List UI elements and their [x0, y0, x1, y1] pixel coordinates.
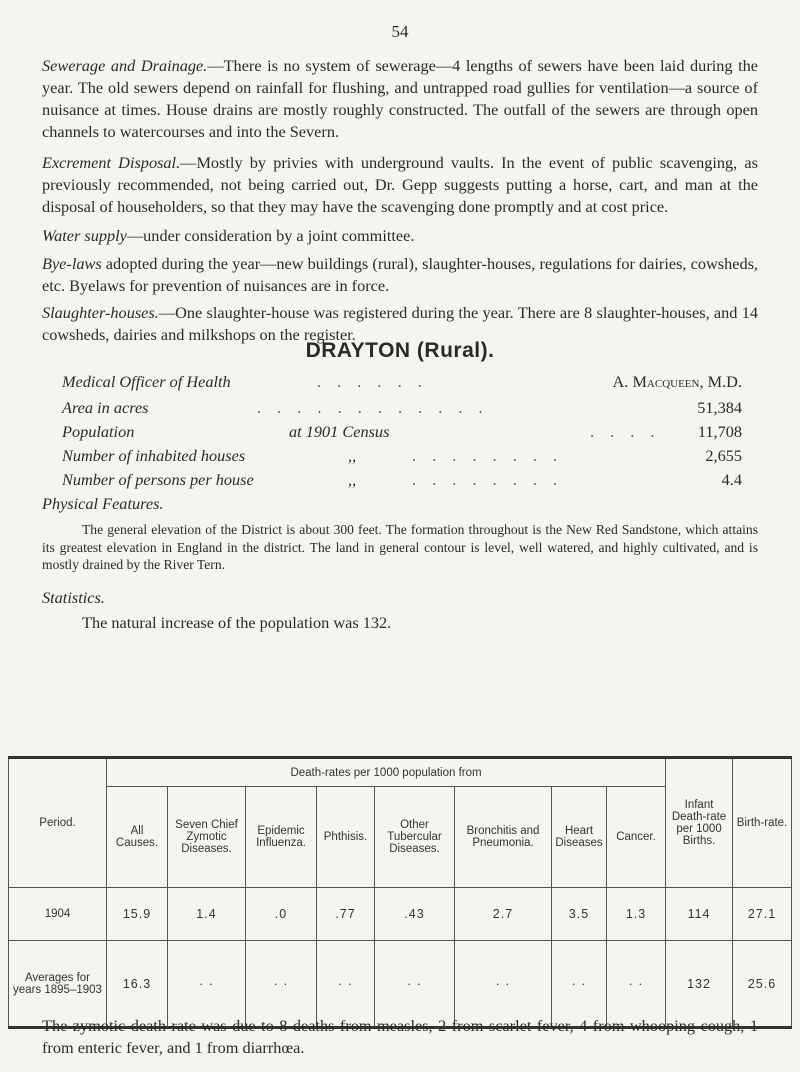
population-value: 11,708: [697, 422, 742, 441]
area-value: 51,384: [697, 398, 742, 417]
physical-features-text: The general elevation of the District is about 300 feet. The formation throughout is the New Red Sandstone, which attains its greatest elevation in England in the district. The land in general contour is level, well watered, and highly cultivated, and is mostly drained by the River Tern.: [42, 522, 758, 572]
death-rates-table: [8, 756, 792, 1029]
birth-rate-header: Birth-rate.: [733, 758, 792, 888]
moh-row: [62, 372, 742, 396]
persons-label: Number of persons per house: [62, 470, 254, 489]
byelaws-text: adopted during the year—new buildings (rural), slaughter-houses, regulations for dairies, cowsheds, etc. Byelaws for prevention of nuisances are in force.: [42, 254, 758, 295]
cell: 1.3: [607, 888, 666, 941]
byelaws-lead: Bye-laws: [42, 254, 102, 273]
persons-value: 4.4: [721, 470, 742, 489]
cell-infant: 114: [666, 888, 733, 941]
area-dots: . . . . . . . . . . . .: [257, 398, 489, 417]
death-rates-group-header: Death-rates per 1000 population from: [107, 758, 666, 787]
slaughter-lead: Slaughter-houses.: [42, 303, 159, 322]
cell: 15.9: [107, 888, 168, 941]
excrement-text: —Mostly by privies with underground vaults. In the event of public scavenging, as previously recommended, not being carried out, Dr. Gepp suggests putting a horse, cart, and man at the disposal of householders, so that they may have the scavenging done promptly and at cost price.: [42, 153, 758, 216]
period-header: Period.: [9, 758, 107, 888]
houses-dots: . . . . . . . .: [412, 446, 564, 465]
area-label: Area in acres: [62, 398, 149, 417]
moh-dots: . . . . . .: [317, 372, 428, 391]
cell: · ·: [607, 941, 666, 1028]
cell-birth: 25.6: [733, 941, 792, 1028]
excrement-paragraph: [42, 152, 758, 218]
population-label: Population: [62, 422, 135, 441]
cell-birth: 27.1: [733, 888, 792, 941]
cell: · ·: [317, 941, 375, 1028]
column-header: Cancer.: [607, 787, 666, 888]
houses-row: [62, 446, 742, 470]
cell: .43: [375, 888, 455, 941]
column-header: Phthisis.: [317, 787, 375, 888]
persons-dots: . . . . . . . .: [412, 470, 564, 489]
cell: 16.3: [107, 941, 168, 1028]
moh-value: A. Macqueen, M.D.: [612, 372, 742, 391]
moh-label: Medical Officer of Health: [62, 372, 231, 391]
cell: 3.5: [552, 888, 607, 941]
population-census: at 1901 Census: [289, 422, 390, 441]
cell: · ·: [246, 941, 317, 1028]
persons-ditto: ,,: [348, 470, 357, 489]
column-header: Other Tubercular Diseases.: [375, 787, 455, 888]
column-header: Epidemic Influenza.: [246, 787, 317, 888]
population-dots: . . . .: [590, 422, 661, 441]
population-row: [62, 422, 742, 446]
physical-features-title: Physical Features.: [42, 494, 164, 513]
water-lead: Water supply: [42, 226, 127, 245]
cell: · ·: [168, 941, 246, 1028]
cell: .0: [246, 888, 317, 941]
column-header: Heart Diseases: [552, 787, 607, 888]
row-period: Averages for years 1895–1903: [9, 941, 107, 1028]
row-period: 1904: [9, 888, 107, 941]
houses-value: 2,655: [705, 446, 742, 465]
cell: · ·: [375, 941, 455, 1028]
column-header: Bronchitis and Pneumonia.: [455, 787, 552, 888]
sewerage-paragraph: [42, 55, 758, 143]
sewerage-text: —There is no system of sewerage—4 lengths of sewers have been laid during the year. The old sewers depend on rainfall for flushing, and untrapped road gullies for ventilation—a source of nuisance at times. House drains are mostly roughly constructed. The outfall of the sewers are through open channels to watercourses and into the Severn.: [42, 56, 758, 141]
table-header-group-row: [9, 758, 792, 787]
table-row: [9, 888, 792, 941]
water-text: —under consideration by a joint committee.: [126, 226, 415, 245]
area-row: [62, 398, 742, 422]
slaughter-text: —One slaughter-house was registered during the year. There are 8 slaughter-houses, and 14 cowsheds, dairies and milkshops on the register.: [42, 303, 758, 344]
column-header: All Causes.: [107, 787, 168, 888]
statistics-title: Statistics.: [42, 588, 105, 607]
infant-death-rate-header: Infant Death-rate per 1000 Births.: [666, 758, 733, 888]
persons-row: [62, 470, 742, 494]
cell: 1.4: [168, 888, 246, 941]
cell: 2.7: [455, 888, 552, 941]
houses-ditto: ,,: [348, 446, 357, 465]
cell-infant: 132: [666, 941, 733, 1028]
column-header: Seven Chief Zymotic Diseases.: [168, 787, 246, 888]
district-heading: DRAYTON (Rural).: [305, 339, 495, 362]
houses-label: Number of inhabited houses: [62, 446, 246, 465]
cell: · ·: [455, 941, 552, 1028]
zymotic-note: The zymotic death-rate was due to 8 deaths from measles, 2 from scarlet fever, 4 from whooping cough, 1 from enteric fever, and 1 from diarrhœa.: [42, 1016, 758, 1057]
cell: .77: [317, 888, 375, 941]
water-paragraph: [42, 225, 758, 247]
sewerage-lead: Sewerage and Drainage.: [42, 56, 208, 75]
statistics-text: The natural increase of the population was 132.: [82, 613, 392, 632]
page-number: 54: [391, 22, 409, 41]
cell: · ·: [552, 941, 607, 1028]
byelaws-paragraph: [42, 253, 758, 297]
excrement-lead: Excrement Disposal.: [42, 153, 181, 172]
